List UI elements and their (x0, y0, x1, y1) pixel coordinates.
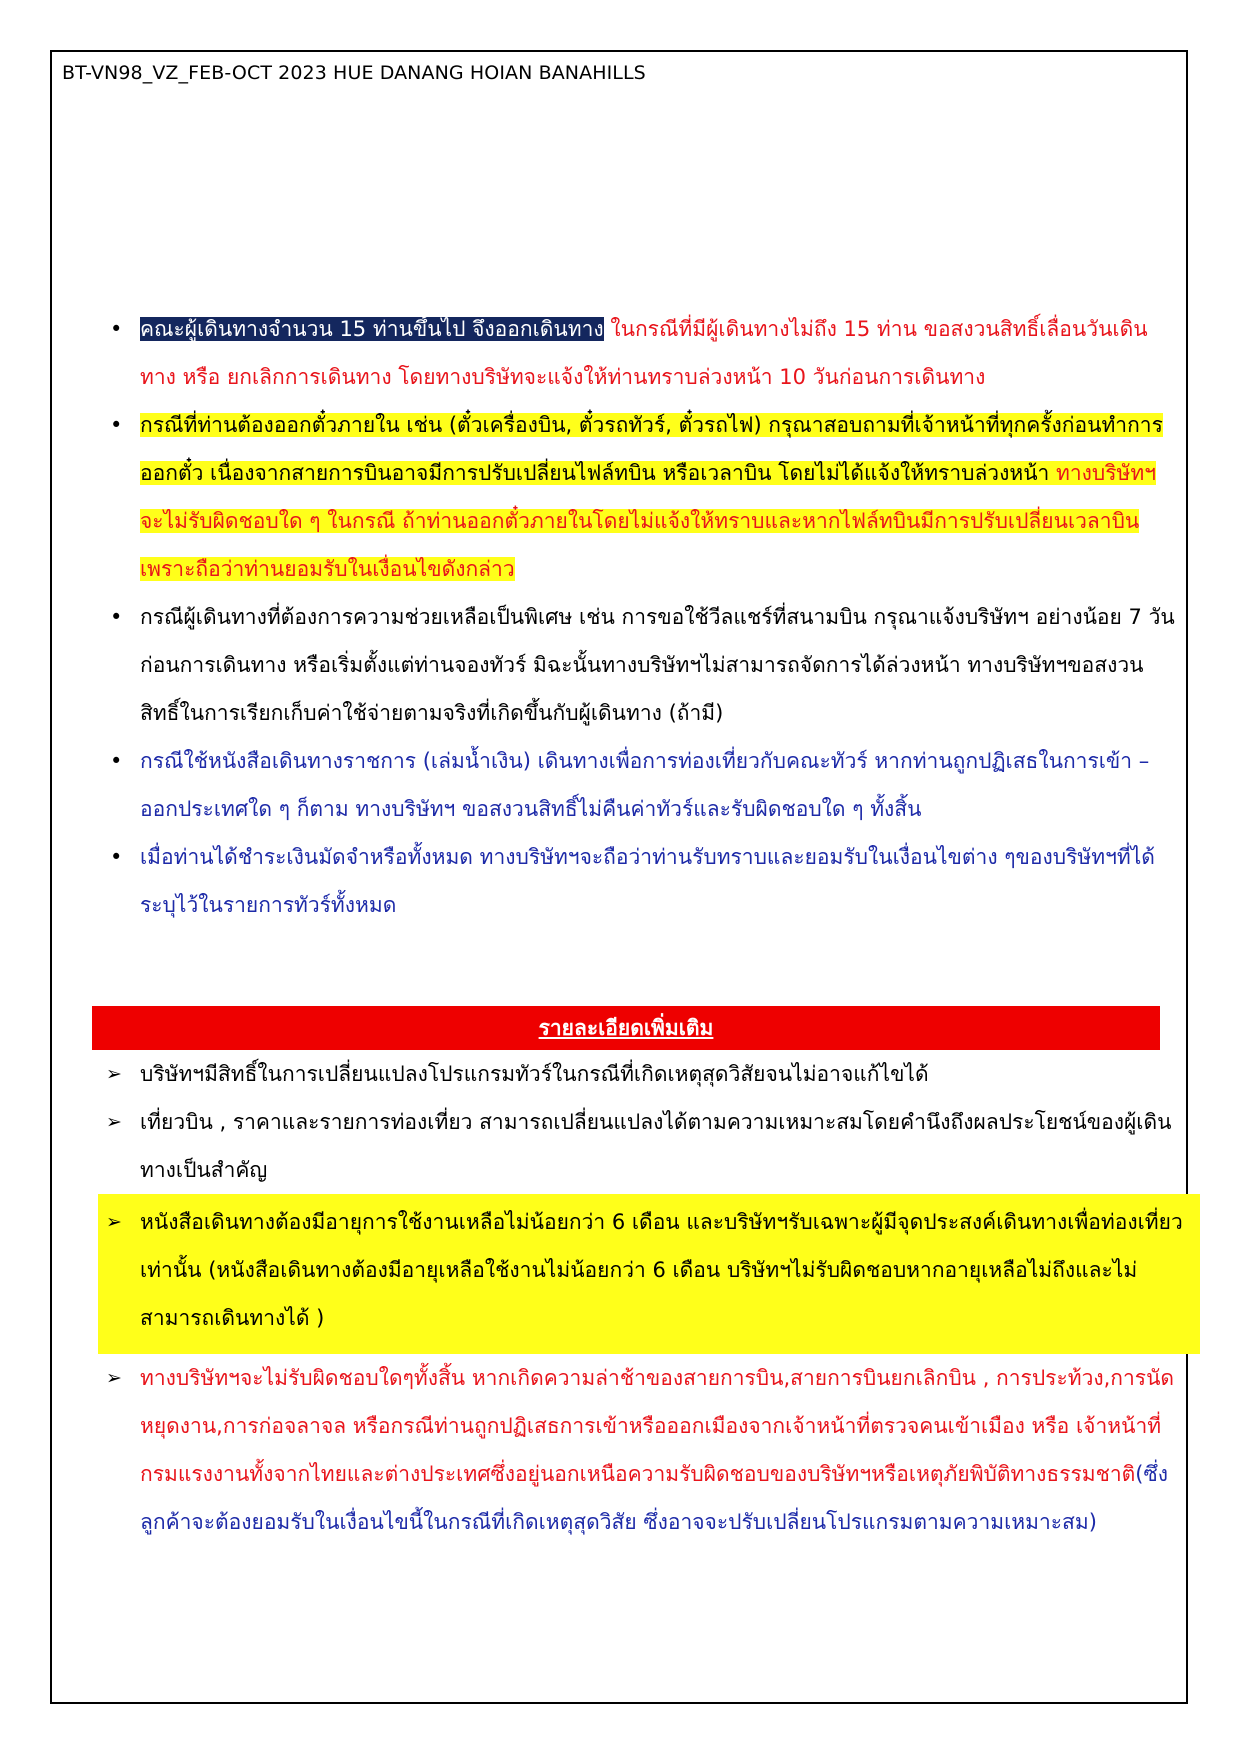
condition-item-payment-acceptance (100, 833, 1180, 929)
arrow-bullet-icon: ➢ (106, 1111, 122, 1133)
arrow-bullet-icon: ➢ (106, 1211, 122, 1233)
detail-item-passport-validity (100, 1198, 1200, 1342)
arrow-bullet-icon: ➢ (106, 1063, 122, 1085)
min-travelers-text: ในกรณีที่มีผู้เดินทางไม่ถึง 15 ท่าน ขอสงวนสิทธิ์เลื่อนวันเดินทาง หรือ ยกเลิกการเดินทาง โดยทางบริษัทจะแจ้งให้ท่านทราบล่วงหน้า 10 วันก่อนการเดินทาง (140, 317, 1148, 389)
bullet-icon: • (110, 749, 123, 773)
condition-item-min-travelers (100, 305, 1180, 401)
liability-text: ทางบริษัทฯจะไม่รับผิดชอบใดๆทั้งสิ้น หากเกิดความล่าช้าของสายการบิน,สายการบินยกเลิกบิน , การประท้วง,การนัดหยุดงาน,การก่อจลาจล หรือกรณีท่านถูกปฏิเสธการเข้าหรือออกเมืองจากเจ้าหน้าที่ตรวจคนเข้าเมือง หรือ เจ้าหน้าที่กรมแรงงานทั้งจากไทยและต่างประเทศซึ่งอยู่นอกเหนือความรับผิดชอบของบริษัทฯหรือเหตุภัยพิบัติทางธรรมชาติ (140, 1366, 1175, 1486)
passport-validity-text: หนังสือเดินทางต้องมีอายุการใช้งานเหลือไม่น้อยกว่า 6 เดือน และบริษัทฯรับเฉพาะผู้มีจุดประสงค์เดินทางเพื่อท่องเที่ยวเท่านั้น (หนังสือเดินทางต้องมีอายุเหลือใช้งานไม่น้อยกว่า 6 เดือน บริษัทฯไม่รับผิดชอบหากอายุเหลือไม่ถึงและไม่สามารถเดินทางได้ ) (140, 1210, 1183, 1330)
bullet-icon: • (110, 605, 123, 629)
detail-item-liability (100, 1354, 1180, 1546)
special-assistance-text: กรณีผู้เดินทางที่ต้องการความช่วยเหลือเป็นพิเศษ เช่น การขอใช้วีลแชร์ที่สนามบิน กรุณาแจ้งบริษัทฯ อย่างน้อย 7 วันก่อนการเดินทาง หรือเริ่มตั้งแต่ท่านจองทัวร์ มิฉะนั้นทางบริษัทฯไม่สามารถจัดการได้ล่วงหน้า ทางบริษัทฯขอสงวนสิทธิ์ในการเรียกเก็บค่าใช้จ่ายตามจริงที่เกิดขึ้นกับผู้เดินทาง (ถ้ามี) (140, 605, 1175, 725)
internal-tickets-warning: ทางบริษัทฯ จะไม่รับผิดชอบใด ๆ ในกรณี ถ้าท่านออกตั๋วภายในโดยไม่แจ้งให้ทราบและหากไฟล์ทบินมีการปรับเปลี่ยนเวลาบินเพราะถือว่าท่านยอมรับในเงื่อนไขดังกล่าว (140, 461, 1157, 581)
tour-code-header: BT-VN98_VZ_FEB-OCT 2023 HUE DANANG HOIAN BANAHILLS (62, 62, 646, 84)
program-change-text: บริษัทฯมีสิทธิ์ในการเปลี่ยนแปลงโปรแกรมทัวร์ในกรณีที่เกิดเหตุสุดวิสัยจนไม่อาจแก้ไขได้ (140, 1062, 929, 1086)
condition-item-official-passport (100, 737, 1180, 833)
detail-item-program-change (100, 1050, 1180, 1098)
detail-item-flights-prices (100, 1098, 1180, 1194)
official-passport-text: กรณีใช้หนังสือเดินทางราชการ (เล่มน้ำเงิน) เดินทางเพื่อการท่องเที่ยวกับคณะทัวร์ หากท่านถูกปฏิเสธในการเข้า – ออกประเทศใด ๆ ก็ตาม ทางบริษัทฯ ขอสงวนสิทธิ์ไม่คืนค่าทัวร์และรับผิดชอบใด ๆ ทั้งสิ้น (140, 749, 1150, 821)
internal-tickets-highlight: กรณีที่ท่านต้องออกตั๋วภายใน เช่น (ตั๋วเครื่องบิน, ตั๋วรถทัวร์, ตั๋วรถไฟ) กรุณาสอบถามที่เจ้าหน้าที่ทุกครั้งก่อนทำการออกตั๋ว เนื่องจากสายการบินอาจมีการปรับเปลี่ยนไฟล์ทบิน หรือเวลาบิน โดยไม่ได้แจ้งให้ทราบล่วงหน้า (140, 413, 1163, 485)
condition-item-special-assistance (100, 593, 1180, 737)
min-travelers-highlight: คณะผู้เดินทางจำนวน 15 ท่านขึ้นไป จึงออกเดินทาง (140, 317, 604, 341)
additional-details-header (92, 1006, 1160, 1050)
details-list (100, 1050, 1183, 1546)
bullet-icon: • (110, 413, 123, 437)
section-title: รายละเอียดเพิ่มเติม (538, 1016, 714, 1040)
bullet-icon: • (110, 845, 123, 869)
arrow-bullet-icon: ➢ (106, 1367, 122, 1389)
payment-acceptance-text: เมื่อท่านได้ชำระเงินมัดจำหรือทั้งหมด ทางบริษัทฯจะถือว่าท่านรับทราบและยอมรับในเงื่อนไขต่าง ๆของบริษัทฯที่ได้ระบุไว้ในรายการทัวร์ทั้งหมด (140, 845, 1155, 917)
condition-item-internal-tickets (100, 401, 1180, 593)
passport-validity-box (98, 1194, 1200, 1354)
flights-prices-text: เที่ยวบิน , ราคาและรายการท่องเที่ยว สามารถเปลี่ยนแปลงได้ตามความเหมาะสมโดยคำนึงถึงผลประโยชน์ของผู้เดินทางเป็นสำคัญ (140, 1110, 1172, 1182)
bullet-icon: • (110, 317, 123, 341)
conditions-list (100, 305, 1180, 929)
force-majeure-note: (ซึ่งลูกค้าจะต้องยอมรับในเงื่อนไขนี้ในกรณีที่เกิดเหตุสุดวิสัย ซึ่งอาจจะปรับเปลี่ยนโปรแกรมตามความเหมาะสม) (140, 1462, 1168, 1534)
